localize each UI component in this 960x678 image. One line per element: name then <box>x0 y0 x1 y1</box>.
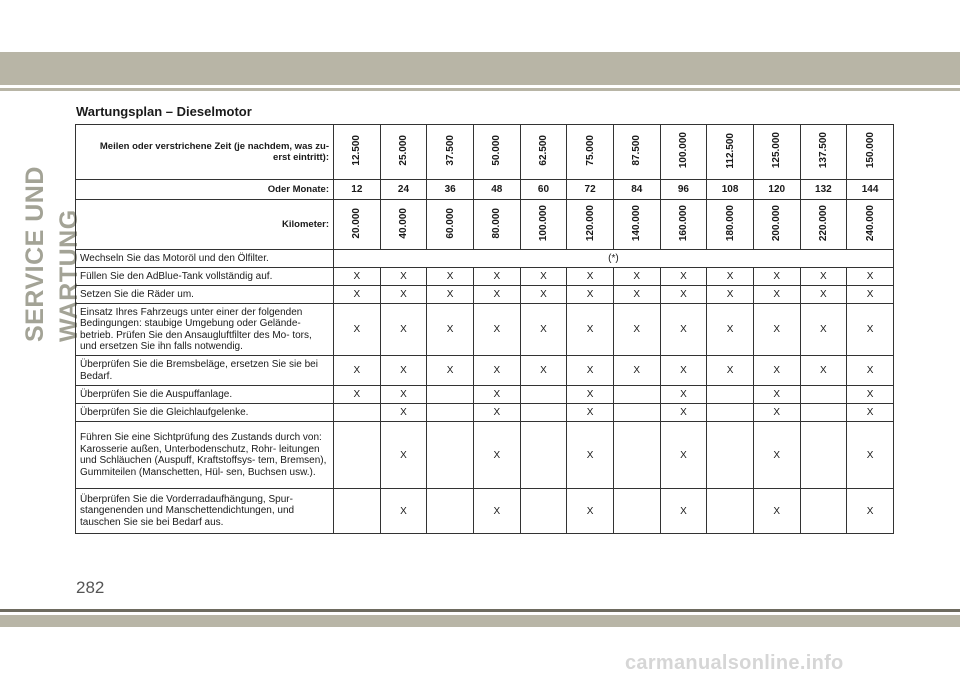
km-cell: 160.000 <box>660 200 707 250</box>
mark-cell: X <box>847 356 894 386</box>
mark-cell: X <box>613 356 660 386</box>
task-cell: Überprüfen Sie die Gleichlaufgelenke. <box>76 404 334 422</box>
km-cell: 220.000 <box>800 200 847 250</box>
mark-cell: X <box>847 489 894 534</box>
miles-cell: 12.500 <box>334 125 381 180</box>
miles-cell: 62.500 <box>520 125 567 180</box>
mark-cell: X <box>567 404 614 422</box>
mark-cell: X <box>380 404 427 422</box>
km-cell: 20.000 <box>334 200 381 250</box>
oil-change-note: (*) <box>334 250 894 268</box>
miles-cell: 125.000 <box>753 125 800 180</box>
months-row <box>76 180 894 200</box>
mark-cell: X <box>847 268 894 286</box>
mark-cell: X <box>473 404 520 422</box>
mark-cell: X <box>380 268 427 286</box>
mark-cell <box>427 489 474 534</box>
mark-cell: X <box>707 268 754 286</box>
months-cell: 120 <box>753 180 800 200</box>
mark-cell: X <box>753 268 800 286</box>
task-row <box>76 286 894 304</box>
months-cell: 144 <box>847 180 894 200</box>
task-row <box>76 304 894 356</box>
mark-cell: X <box>707 356 754 386</box>
miles-cell: 87.500 <box>613 125 660 180</box>
footer-rule <box>0 609 960 612</box>
mark-cell: X <box>567 268 614 286</box>
km-cell: 100.000 <box>520 200 567 250</box>
mark-cell: X <box>753 422 800 489</box>
mark-cell <box>613 386 660 404</box>
page-title: Wartungsplan – Dieselmotor <box>76 104 252 119</box>
mark-cell <box>800 386 847 404</box>
watermark: carmanualsonline.info <box>625 652 844 674</box>
mark-cell: X <box>473 422 520 489</box>
task-row <box>76 404 894 422</box>
task-row <box>76 268 894 286</box>
mark-cell: X <box>380 386 427 404</box>
mark-cell <box>707 404 754 422</box>
section-label: SERVICE UND WARTUNG <box>21 166 83 342</box>
mark-cell: X <box>613 304 660 356</box>
page-number: 282 <box>76 578 105 597</box>
task-cell: Führen Sie eine Sichtprüfung des Zustands durch von: Karosserie außen, Unterbodenschutz, Rohr- leitungen und Schläuchen (Auspuff, Kraftstoffsys- tem, Bremsen), Gummiteilen (Manschetten, Hül- sen, Buchsen usw.). <box>76 422 334 489</box>
km-cell: 60.000 <box>427 200 474 250</box>
mark-cell: X <box>753 356 800 386</box>
footer-band <box>0 615 960 627</box>
months-cell: 84 <box>613 180 660 200</box>
miles-cell: 150.000 <box>847 125 894 180</box>
mark-cell <box>520 404 567 422</box>
km-cell: 180.000 <box>707 200 754 250</box>
mark-cell: X <box>334 304 381 356</box>
mark-cell: X <box>380 422 427 489</box>
task-cell: Überprüfen Sie die Bremsbeläge, ersetzen Sie sie bei Bedarf. <box>76 356 334 386</box>
mark-cell: X <box>567 286 614 304</box>
mark-cell <box>520 386 567 404</box>
mark-cell: X <box>753 286 800 304</box>
mark-cell: X <box>473 268 520 286</box>
mark-cell: X <box>753 404 800 422</box>
mark-cell <box>613 422 660 489</box>
km-cell: 80.000 <box>473 200 520 250</box>
task-row <box>76 356 894 386</box>
mark-cell: X <box>380 489 427 534</box>
task-row <box>76 422 894 489</box>
task-cell: Füllen Sie den AdBlue-Tank vollständig auf. <box>76 268 334 286</box>
months-cell: 48 <box>473 180 520 200</box>
mark-cell <box>334 489 381 534</box>
km-cell: 40.000 <box>380 200 427 250</box>
mark-cell: X <box>800 286 847 304</box>
months-cell: 24 <box>380 180 427 200</box>
mark-cell: X <box>660 304 707 356</box>
mark-cell: X <box>334 356 381 386</box>
mark-cell <box>427 422 474 489</box>
months-cell: 36 <box>427 180 474 200</box>
task-cell: Einsatz Ihres Fahrzeugs unter einer der folgenden Bedingungen: staubige Umgebung oder Gelände- betrieb. Prüfen Sie den Ansaugluftfilter des Mo- tors, und ersetzen Sie ihn falls notwendig. <box>76 304 334 356</box>
mark-cell: X <box>847 286 894 304</box>
miles-cell: 100.000 <box>660 125 707 180</box>
mark-cell <box>334 422 381 489</box>
mark-cell: X <box>800 268 847 286</box>
mark-cell: X <box>567 356 614 386</box>
km-cell: 120.000 <box>567 200 614 250</box>
mark-cell: X <box>847 304 894 356</box>
header-band <box>0 52 960 85</box>
maintenance-table <box>75 124 894 534</box>
mark-cell <box>707 386 754 404</box>
mark-cell: X <box>567 304 614 356</box>
mark-cell: X <box>847 404 894 422</box>
mark-cell: X <box>427 286 474 304</box>
mark-cell: X <box>660 356 707 386</box>
mark-cell <box>613 404 660 422</box>
miles-cell: 25.000 <box>380 125 427 180</box>
mark-cell: X <box>753 489 800 534</box>
mark-cell: X <box>473 386 520 404</box>
mark-cell <box>800 489 847 534</box>
mark-cell: X <box>380 304 427 356</box>
mark-cell: X <box>334 386 381 404</box>
mark-cell: X <box>613 286 660 304</box>
mark-cell: X <box>660 286 707 304</box>
miles-header: Meilen oder verstrichene Zeit (je nachdem, was zu- erst eintritt): <box>76 125 334 180</box>
months-cell: 72 <box>567 180 614 200</box>
mark-cell: X <box>707 304 754 356</box>
mark-cell: X <box>800 304 847 356</box>
mark-cell <box>800 422 847 489</box>
months-cell: 108 <box>707 180 754 200</box>
mark-cell: X <box>427 304 474 356</box>
miles-cell: 137.500 <box>800 125 847 180</box>
mark-cell: X <box>567 422 614 489</box>
mark-cell: X <box>427 356 474 386</box>
miles-row <box>76 125 894 180</box>
task-cell: Wechseln Sie das Motoröl und den Ölfilter. <box>76 250 334 268</box>
mark-cell: X <box>473 286 520 304</box>
months-cell: 60 <box>520 180 567 200</box>
months-cell: 96 <box>660 180 707 200</box>
mark-cell: X <box>380 286 427 304</box>
mark-cell: X <box>334 268 381 286</box>
mark-cell: X <box>520 356 567 386</box>
mark-cell: X <box>660 268 707 286</box>
mark-cell: X <box>660 404 707 422</box>
mark-cell: X <box>800 356 847 386</box>
months-cell: 12 <box>334 180 381 200</box>
mark-cell: X <box>473 304 520 356</box>
task-cell: Setzen Sie die Räder um. <box>76 286 334 304</box>
mark-cell <box>520 422 567 489</box>
miles-cell: 75.000 <box>567 125 614 180</box>
miles-cell: 50.000 <box>473 125 520 180</box>
mark-cell: X <box>520 304 567 356</box>
mark-cell <box>800 404 847 422</box>
mark-cell: X <box>567 489 614 534</box>
km-header: Kilometer: <box>76 200 334 250</box>
task-cell: Überprüfen Sie die Auspuffanlage. <box>76 386 334 404</box>
mark-cell: X <box>660 489 707 534</box>
mark-cell: X <box>847 386 894 404</box>
mark-cell <box>707 422 754 489</box>
mark-cell: X <box>567 386 614 404</box>
mark-cell: X <box>847 422 894 489</box>
mark-cell: X <box>520 268 567 286</box>
mark-cell: X <box>473 356 520 386</box>
mark-cell: X <box>613 268 660 286</box>
mark-cell: X <box>427 268 474 286</box>
months-header: Oder Monate: <box>76 180 334 200</box>
km-row <box>76 200 894 250</box>
mark-cell <box>427 404 474 422</box>
mark-cell <box>334 404 381 422</box>
km-cell: 140.000 <box>613 200 660 250</box>
miles-cell: 37.500 <box>427 125 474 180</box>
mark-cell <box>707 489 754 534</box>
mark-cell <box>520 489 567 534</box>
mark-cell: X <box>334 286 381 304</box>
mark-cell: X <box>380 356 427 386</box>
mark-cell: X <box>660 386 707 404</box>
task-row <box>76 386 894 404</box>
mark-cell <box>427 386 474 404</box>
mark-cell: X <box>473 489 520 534</box>
mark-cell: X <box>660 422 707 489</box>
mark-cell: X <box>520 286 567 304</box>
months-cell: 132 <box>800 180 847 200</box>
km-cell: 240.000 <box>847 200 894 250</box>
km-cell: 200.000 <box>753 200 800 250</box>
mark-cell: X <box>753 386 800 404</box>
mark-cell <box>613 489 660 534</box>
task-cell: Überprüfen Sie die Vorderradaufhängung, Spur- stangenenden und Manschettendichtungen, und tauschen Sie sie bei Bedarf aus. <box>76 489 334 534</box>
task-row <box>76 489 894 534</box>
oil-change-row <box>76 250 894 268</box>
mark-cell: X <box>707 286 754 304</box>
mark-cell: X <box>753 304 800 356</box>
miles-cell: 112.500 <box>707 125 754 180</box>
header-rule <box>0 88 960 91</box>
